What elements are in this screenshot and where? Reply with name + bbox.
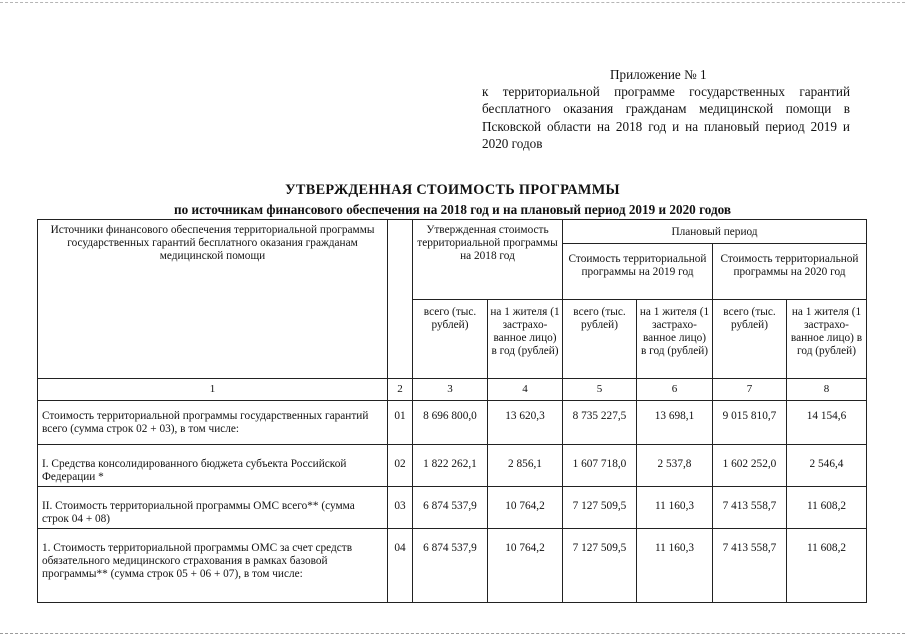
- row-label: II. Стоимость территориальной программы ОМС всего** (сумма строк 04 + 08): [38, 487, 388, 529]
- cell-per-capita-2019: 13 698,1: [637, 401, 713, 445]
- cell-per-capita-2018: 2 856,1: [488, 445, 563, 487]
- cell-per-capita-2018: 13 620,3: [488, 401, 563, 445]
- row-code: 04: [388, 529, 413, 603]
- cell-per-capita-2020: 2 546,4: [787, 445, 867, 487]
- document-subtitle: по источникам финансового обеспечения на 2018 год и на плановый период 2019 и 2020 годов: [173, 202, 732, 217]
- scan-edge-bottom: [0, 633, 905, 634]
- table-row: [38, 529, 867, 603]
- cell-total-2018: 1 822 262,1: [413, 445, 488, 487]
- column-number-4: 4: [488, 379, 563, 401]
- header-per-capita-2018: на 1 жителя (1 застрахо-ванное лицо) в год (рублей): [488, 300, 563, 379]
- header-plan-period: Плановый период: [563, 220, 867, 244]
- row-code: 03: [388, 487, 413, 529]
- cell-per-capita-2020: 14 154,6: [787, 401, 867, 445]
- cell-per-capita-2019: 2 537,8: [637, 445, 713, 487]
- cell-per-capita-2018: 10 764,2: [488, 529, 563, 603]
- cell-per-capita-2020: 11 608,2: [787, 529, 867, 603]
- row-label: 1. Стоимость территориальной программы ОМС за счет средств обязательного медицинского страхования в рамках базовой программы** (сумма строк 05 + 06 + 07), в том числе:: [38, 529, 388, 603]
- header-code-empty: [388, 220, 413, 379]
- cell-total-2018: 8 696 800,0: [413, 401, 488, 445]
- cell-total-2019: 7 127 509,5: [563, 529, 637, 603]
- cell-total-2020: 9 015 810,7: [713, 401, 787, 445]
- table-row: [38, 401, 867, 445]
- column-number-2: 2: [388, 379, 413, 401]
- cell-total-2020: 1 602 252,0: [713, 445, 787, 487]
- cell-total-2019: 7 127 509,5: [563, 487, 637, 529]
- cell-total-2018: 6 874 537,9: [413, 487, 488, 529]
- cell-per-capita-2019: 11 160,3: [637, 529, 713, 603]
- cell-per-capita-2019: 11 160,3: [637, 487, 713, 529]
- header-cost-2020: Стоимость территориальной программы на 2020 год: [713, 244, 867, 300]
- column-number-3: 3: [413, 379, 488, 401]
- header-total-2020: всего (тыс. рублей): [713, 300, 787, 379]
- row-label: I. Средства консолидированного бюджета субъекта Российской Федерации *: [38, 445, 388, 487]
- column-number-8: 8: [787, 379, 867, 401]
- row-code: 01: [388, 401, 413, 445]
- column-number-5: 5: [563, 379, 637, 401]
- header-per-capita-2019: на 1 жителя (1 застрахо-ванное лицо) в год (рублей): [637, 300, 713, 379]
- cost-table: [37, 219, 867, 603]
- column-number-1: 1: [38, 379, 388, 401]
- header-total-2018: всего (тыс. рублей): [413, 300, 488, 379]
- header-approved-2018: Утвержденная стоимость территориальной программы на 2018 год: [413, 220, 563, 300]
- column-number-7: 7: [713, 379, 787, 401]
- appendix-text: к территориальной программе государственных гарантий бесплатного оказания гражданам медицинской помощи в Псковской области на 2018 год и на плановый период 2019 и 2020 годов: [482, 84, 850, 151]
- row-label: Стоимость территориальной программы государственных гарантий всего (сумма строк 02 + 03), в том числе:: [38, 401, 388, 445]
- column-number-6: 6: [637, 379, 713, 401]
- appendix-title: Приложение № 1: [610, 67, 707, 82]
- header-total-2019: всего (тыс. рублей): [563, 300, 637, 379]
- cell-per-capita-2018: 10 764,2: [488, 487, 563, 529]
- cell-total-2018: 6 874 537,9: [413, 529, 488, 603]
- cell-per-capita-2020: 11 608,2: [787, 487, 867, 529]
- cell-total-2019: 8 735 227,5: [563, 401, 637, 445]
- appendix-block: [482, 66, 850, 152]
- cell-total-2019: 1 607 718,0: [563, 445, 637, 487]
- cell-total-2020: 7 413 558,7: [713, 529, 787, 603]
- header-cost-2019: Стоимость территориальной программы на 2019 год: [563, 244, 713, 300]
- table-row: [38, 445, 867, 487]
- header-source: Источники финансового обеспечения территориальной программы государственных гарантий бесплатного оказания гражданам медицинской помощи: [38, 220, 388, 379]
- header-per-capita-2020: на 1 жителя (1 застрахо-ванное лицо) в год (рублей): [787, 300, 867, 379]
- scan-edge-top: [0, 2, 905, 3]
- row-code: 02: [388, 445, 413, 487]
- document-title: УТВЕРЖДЕННАЯ СТОИМОСТЬ ПРОГРАММЫ: [285, 182, 620, 198]
- cell-total-2020: 7 413 558,7: [713, 487, 787, 529]
- table-row: [38, 487, 867, 529]
